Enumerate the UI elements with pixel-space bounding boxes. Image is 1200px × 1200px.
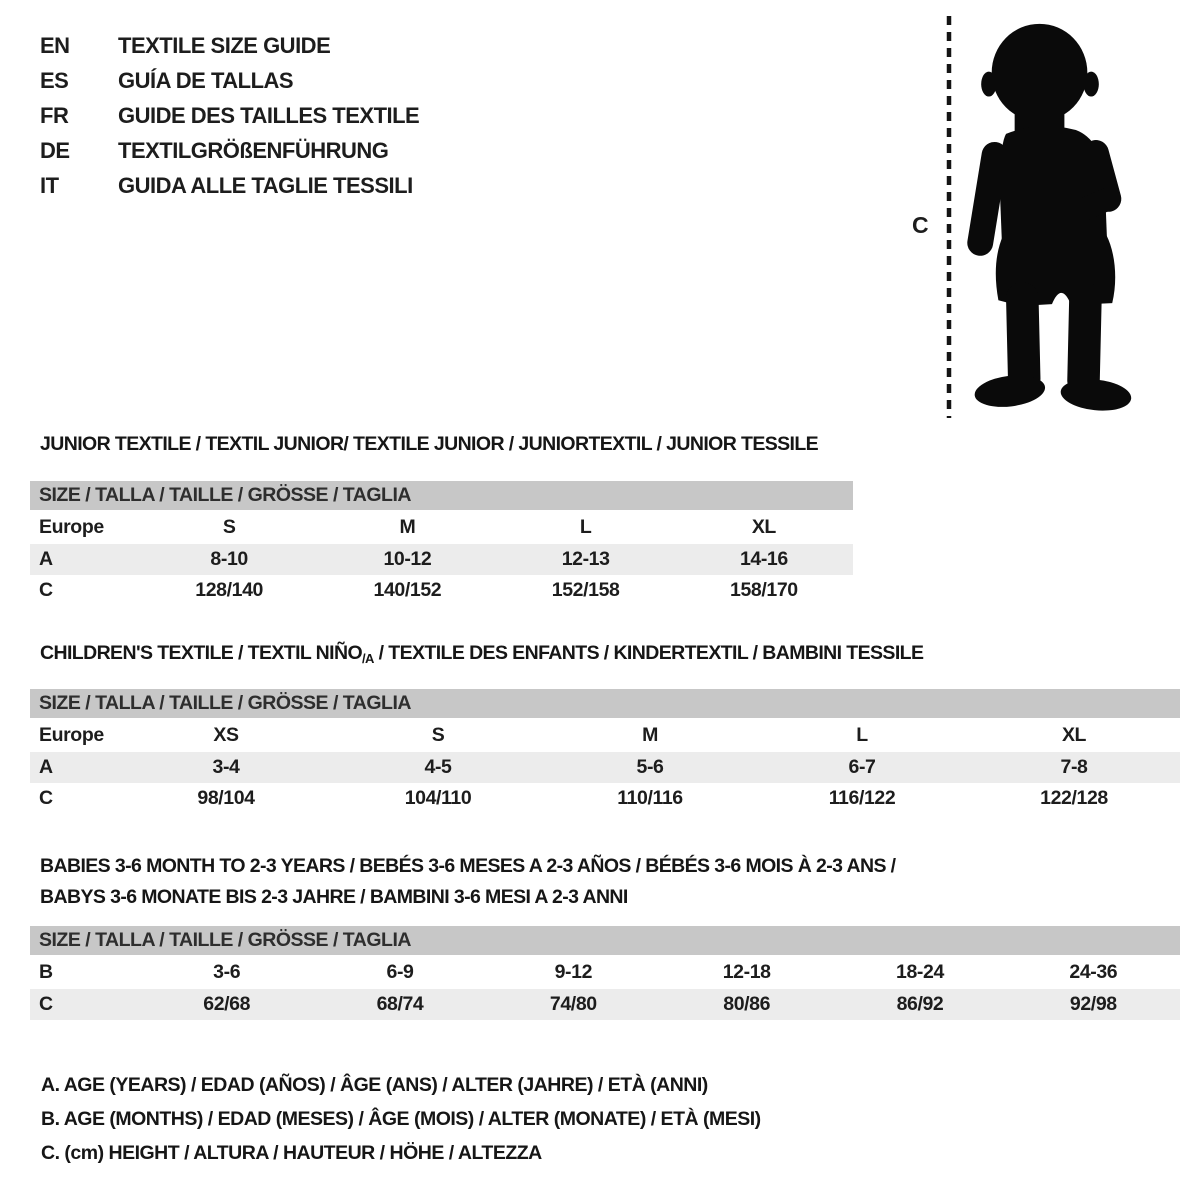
- table-row: [30, 510, 853, 544]
- table-cell: 3-4: [212, 756, 240, 778]
- children-title-pre: CHILDREN'S TEXTILE / TEXTIL NIÑO: [40, 642, 363, 664]
- row-label: C: [39, 993, 53, 1015]
- table-cell: 12-18: [722, 960, 771, 983]
- table-cell: 74/80: [549, 993, 597, 1015]
- legend-line-c: C. (cm) HEIGHT / ALTURA / HAUTEUR / HÖHE / ALTEZZA: [41, 1141, 542, 1164]
- babies-table-rows: [30, 955, 1180, 1020]
- table-cell: 128/140: [195, 579, 263, 601]
- row-label: Europe: [39, 515, 104, 538]
- table-row: [30, 752, 1180, 783]
- height-measure-label: C: [912, 212, 929, 238]
- table-cell: M: [642, 723, 658, 746]
- size-header-bar: SIZE / TALLA / TAILLE / GRÖSSE / TAGLIA: [30, 481, 853, 510]
- children-section-title: [40, 642, 923, 666]
- babies-size-table: [30, 926, 1180, 1020]
- table-row: [30, 575, 853, 606]
- language-title: TEXTILGRÖßENFÜHRUNG: [118, 137, 389, 163]
- table-cell: 3-6: [213, 960, 241, 983]
- table-row: [30, 544, 853, 575]
- children-table-rows: [30, 718, 1180, 814]
- table-cell: S: [222, 515, 236, 538]
- row-label: A: [39, 548, 53, 570]
- table-row: [30, 783, 1180, 814]
- language-row: [40, 168, 419, 203]
- language-row: [40, 98, 419, 133]
- language-title: GUÍA DE TALLAS: [118, 67, 294, 93]
- table-row: [30, 955, 1180, 989]
- legend-line-b: B. AGE (MONTHS) / EDAD (MESES) / ÂGE (MOIS) / ALTER (MONATE) / ETÀ (MESI): [41, 1107, 761, 1130]
- babies-section-title: [40, 851, 895, 913]
- children-size-table: [30, 689, 1180, 814]
- table-cell: 14-16: [739, 548, 788, 570]
- table-cell: 12-13: [561, 548, 610, 570]
- table-cell: 116/122: [828, 787, 896, 809]
- table-cell: 122/128: [1040, 787, 1108, 809]
- table-cell: 4-5: [424, 756, 452, 778]
- table-cell: 140/152: [373, 579, 442, 601]
- language-code: FR: [40, 102, 69, 128]
- toddler-silhouette-icon: [963, 16, 1139, 420]
- table-cell: L: [856, 723, 868, 746]
- table-cell: 5-6: [636, 756, 664, 778]
- table-cell: 8-10: [210, 548, 248, 570]
- legend: [41, 1068, 761, 1170]
- junior-section-title: JUNIOR TEXTILE / TEXTIL JUNIOR/ TEXTILE JUNIOR / JUNIORTEXTIL / JUNIOR TESSILE: [40, 433, 819, 455]
- row-label: C: [39, 579, 53, 601]
- table-cell: 68/74: [376, 993, 424, 1015]
- table-cell: 152/158: [551, 579, 620, 601]
- language-code: IT: [40, 172, 59, 198]
- table-cell: 9-12: [554, 960, 593, 983]
- language-title: GUIDA ALLE TAGLIE TESSILI: [118, 172, 413, 198]
- junior-table-rows: [30, 510, 853, 606]
- table-cell: 10-12: [383, 548, 432, 570]
- language-code: EN: [40, 32, 70, 58]
- size-header-bar: SIZE / TALLA / TAILLE / GRÖSSE / TAGLIA: [30, 689, 1180, 718]
- children-title-post: / TEXTILE DES ENFANTS / KINDERTEXTIL / BAMBINI TESSILE: [373, 642, 924, 664]
- table-cell: S: [431, 723, 445, 746]
- row-label: C: [39, 787, 53, 809]
- table-cell: 92/98: [1069, 993, 1117, 1015]
- children-title-subscript: /A: [362, 651, 374, 666]
- table-cell: 6-7: [848, 756, 876, 778]
- table-cell: L: [579, 515, 592, 538]
- height-dashed-line-icon: [944, 14, 954, 420]
- row-label: A: [39, 756, 53, 778]
- table-cell: XS: [213, 723, 239, 746]
- table-cell: 86/92: [896, 993, 944, 1015]
- legend-line-a: A. AGE (YEARS) / EDAD (AÑOS) / ÂGE (ANS) / ALTER (JAHRE) / ETÀ (ANNI): [41, 1073, 708, 1096]
- language-row: [40, 63, 419, 98]
- babies-title-line2: BABYS 3-6 MONATE BIS 2-3 JAHRE / BAMBINI 3-6 MESI A 2-3 ANNI: [40, 886, 628, 908]
- row-label: Europe: [39, 723, 104, 746]
- table-cell: 158/170: [730, 579, 798, 601]
- language-code: DE: [40, 137, 70, 163]
- table-row: [30, 718, 1180, 752]
- table-row: [30, 989, 1180, 1020]
- table-cell: 80/86: [723, 993, 771, 1015]
- size-header-bar: SIZE / TALLA / TAILLE / GRÖSSE / TAGLIA: [30, 926, 1180, 955]
- language-title: TEXTILE SIZE GUIDE: [118, 32, 331, 58]
- table-cell: 104/110: [404, 787, 472, 809]
- babies-title-line1: BABIES 3-6 MONTH TO 2-3 YEARS / BEBÉS 3-6 MESES A 2-3 AÑOS / BÉBÉS 3-6 MOIS À 2-3 ANS /: [40, 855, 896, 877]
- row-label: B: [39, 960, 53, 983]
- language-code: ES: [40, 67, 69, 93]
- language-row: [40, 28, 419, 63]
- table-cell: 7-8: [1060, 756, 1088, 778]
- table-cell: M: [399, 515, 416, 538]
- language-row: [40, 133, 419, 168]
- table-cell: 98/104: [197, 787, 255, 809]
- table-cell: XL: [751, 515, 776, 538]
- table-cell: XL: [1061, 723, 1087, 746]
- table-cell: 62/68: [203, 993, 251, 1015]
- table-cell: 6-9: [386, 960, 414, 983]
- language-list: [40, 28, 419, 203]
- junior-size-table: [30, 481, 853, 606]
- language-title: GUIDE DES TAILLES TEXTILE: [118, 102, 420, 128]
- table-cell: 24-36: [1069, 960, 1118, 983]
- table-cell: 18-24: [896, 960, 944, 983]
- table-cell: 110/116: [617, 787, 683, 809]
